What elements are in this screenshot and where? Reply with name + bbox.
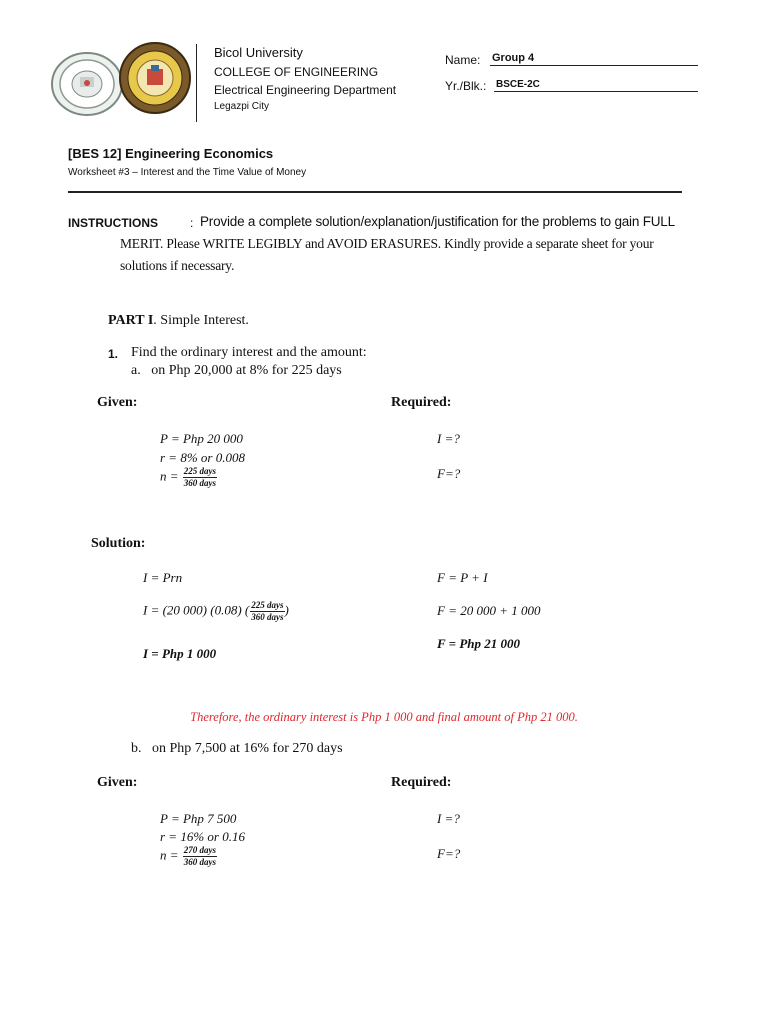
given-principal-a: P = Php 20 000 [160,431,243,446]
solution-substitution-i [143,600,289,623]
solution-sub-denominator: 360 days [251,612,284,622]
given-time-a [160,466,217,489]
given-time-b-numerator: 270 days [183,845,217,855]
solution-result-i: I = Php 1 000 [143,646,217,661]
given-time-b-denominator: 360 days [183,857,217,867]
instructions-label: INSTRUCTIONS [68,216,158,230]
solution-label: Solution: [91,536,146,551]
required-interest-b: I =? [437,811,460,826]
required-label-a: Required: [391,395,452,410]
given-principal-b: P = Php 7 500 [160,811,237,826]
solution-sub-suffix: ) [284,602,289,618]
sub-problem-a-label: a. [131,363,141,378]
sub-problem-b [131,741,343,757]
given-time-a-prefix: n = [160,468,179,484]
required-interest-a: I =? [437,431,460,446]
solution-formula-i: I = Prn [143,570,183,585]
title-divider [68,191,682,193]
department-name: Electrical Engineering Department [214,83,397,97]
problem-number: 1. [108,347,119,361]
required-amount-a: F=? [437,466,461,481]
solution-substitution-f: F = 20 000 + 1 000 [437,603,541,618]
header-divider [196,44,197,122]
college-of-engineering-seal [118,41,192,115]
solution-formula-f: F = P + I [437,570,488,585]
yr-blk-field: BSCE-2C [494,79,698,92]
sub-problem-b-text: on Php 7,500 at 16% for 270 days [152,741,343,756]
given-time-b [160,845,217,868]
instructions-line-3: solutions if necessary. [120,258,235,273]
conclusion-text: Therefore, the ordinary interest is Php 1 000 and final amount of Php 21 000. [190,710,578,724]
given-label-b: Given: [97,775,138,790]
college-name: COLLEGE OF ENGINEERING [214,65,379,79]
given-time-a-numerator: 225 days [183,466,217,476]
sub-problem-b-label: b. [131,741,142,756]
given-time-b-prefix: n = [160,847,179,863]
given-rate-a: r = 8% or 0.008 [160,450,245,465]
required-label-b: Required: [391,775,452,790]
name-label: Name: [445,53,481,67]
part-1-label: PART I [108,313,154,328]
given-time-b-fraction [183,845,217,868]
given-time-a-denominator: 360 days [183,478,217,488]
given-time-a-fraction [183,466,217,489]
sub-problem-a-text: on Php 20,000 at 8% for 225 days [151,363,342,378]
university-name: Bicol University [214,45,303,60]
instructions-colon: : [190,216,194,230]
sub-problem-a [131,363,342,379]
yr-blk-label: Yr./Blk.: [445,79,487,93]
solution-sub-prefix: I = (20 000) (0.08) ( [143,602,250,618]
required-amount-b: F=? [437,846,461,861]
worksheet-title: Worksheet #3 – Interest and the Time Value of Money [68,167,307,178]
bicol-university-seal [50,52,124,116]
solution-sub-numerator: 225 days [251,600,284,610]
solution-sub-fraction [250,600,284,623]
name-field: Group 4 [490,53,698,66]
given-rate-b: r = 16% or 0.16 [160,829,245,844]
problem-text: Find the ordinary interest and the amount: [131,345,367,360]
instructions-line-2: MERIT. Please WRITE LEGIBLY and AVOID ERASURES. Kindly provide a separate sheet for your [120,236,654,251]
part-1-heading [108,313,249,329]
course-title: [BES 12] Engineering Economics [68,146,274,161]
given-label-a: Given: [97,395,138,410]
solution-result-f: F = Php 21 000 [437,636,521,651]
city-name: Legazpi City [214,101,270,112]
instructions-line-1: Provide a complete solution/explanation/justification for the problems to gain FULL [200,214,675,229]
part-1-title: . Simple Interest. [153,313,249,328]
